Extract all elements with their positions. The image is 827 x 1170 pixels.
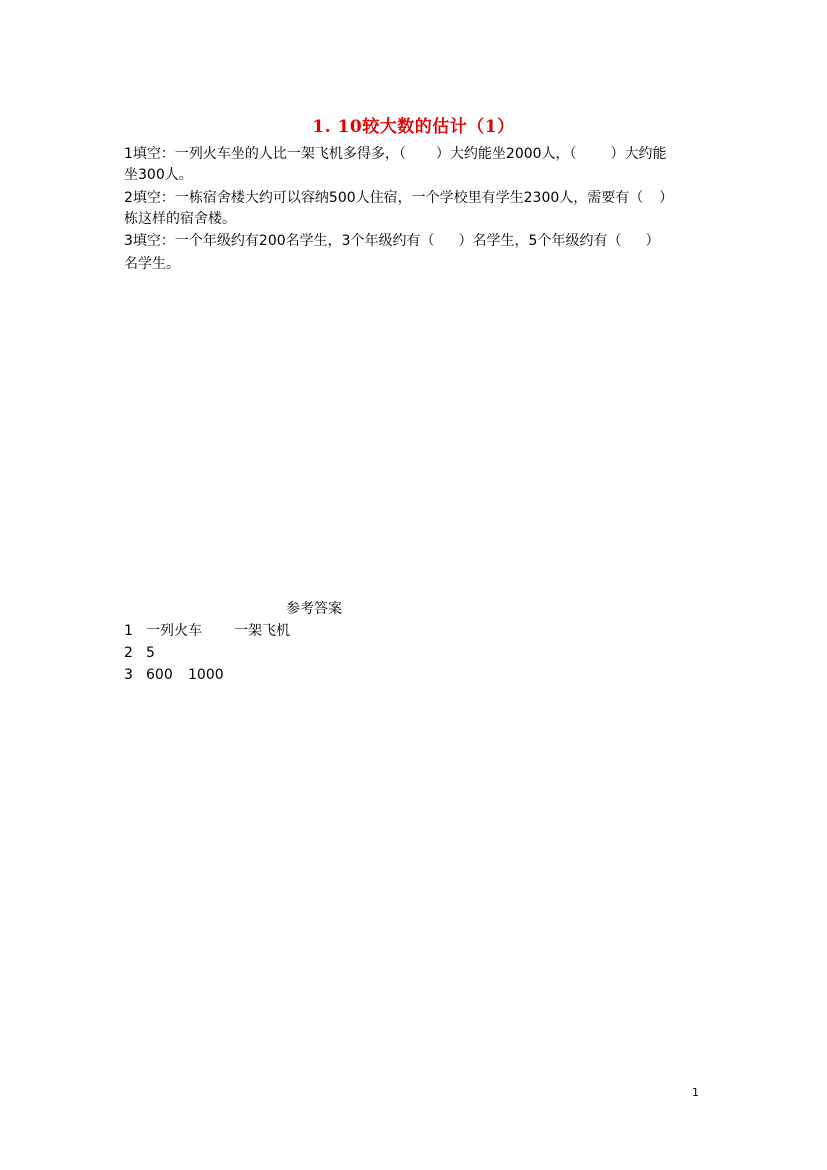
question-3-line-2: 名学生。 (124, 256, 180, 272)
question-2-text-b: ） (659, 190, 674, 206)
question-3-line-1 (124, 231, 659, 251)
question-1-text-c: ）大约能 (610, 146, 667, 162)
answer-value: 一架飞机 (234, 623, 290, 639)
answer-row (124, 621, 290, 641)
answers-heading: 参考答案 (286, 601, 342, 617)
question-1-text-a: 1填空：一列火车坐的人比一架飞机多得多，（ (124, 146, 406, 162)
question-3-text-b: ）名学生，5个年级约有（ (458, 233, 622, 249)
answer-number: 1 (124, 623, 133, 639)
answer-row (124, 665, 224, 685)
question-2-text-a: 2填空：一栋宿舍楼大约可以容纳500人住宿，一个学校里有学生2300人，需要有（ (124, 190, 644, 206)
page-title: 1. 10较大数的估计（1） (312, 117, 515, 137)
answer-value: 600 (146, 667, 173, 683)
question-2-line-2: 栋这样的宿舍楼。 (124, 211, 236, 227)
question-1-line-2: 坐300人。 (124, 167, 193, 183)
question-1-text-b: ）大约能坐2000人，（ (435, 146, 577, 162)
page-number: 1 (692, 1086, 699, 1099)
answer-row (124, 643, 155, 663)
answer-number: 3 (124, 667, 133, 683)
answer-number: 2 (124, 645, 133, 661)
answer-value: 5 (146, 645, 155, 661)
answer-value: 1000 (188, 667, 224, 683)
answer-value: 一列火车 (146, 623, 202, 639)
question-1-line-1 (124, 144, 667, 164)
question-2-line-1 (124, 188, 673, 208)
question-3-text-a: 3填空：一个年级约有200名学生，3个年级约有（ (124, 233, 435, 249)
question-3-text-c: ） (645, 233, 660, 249)
